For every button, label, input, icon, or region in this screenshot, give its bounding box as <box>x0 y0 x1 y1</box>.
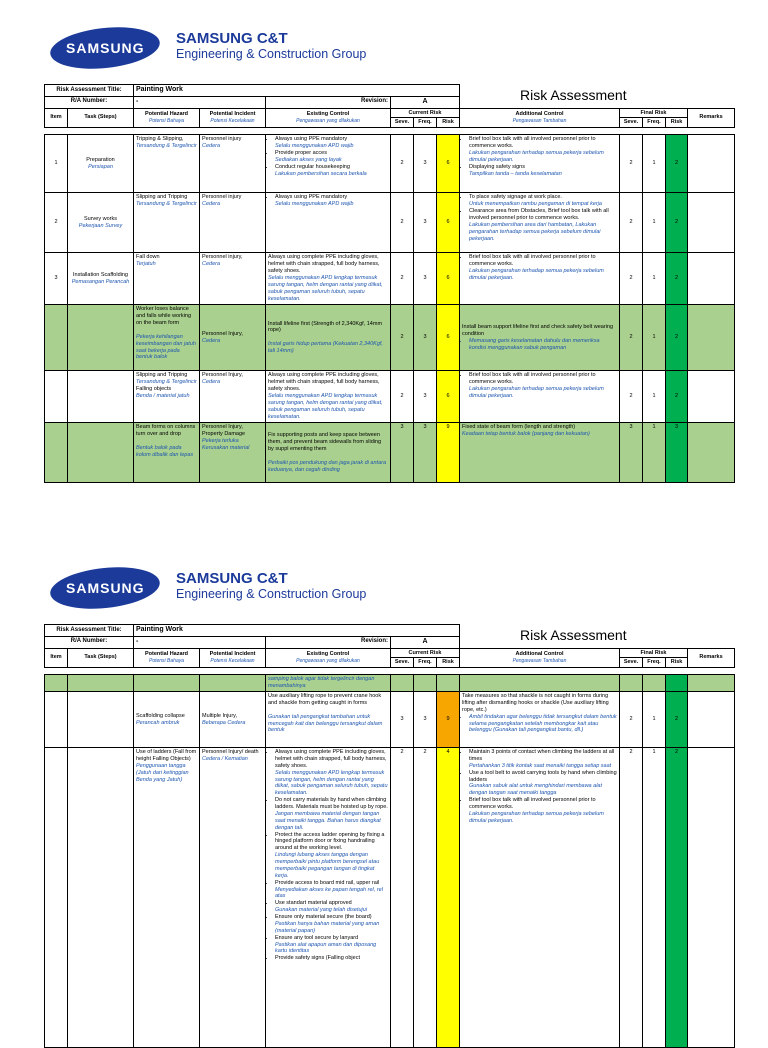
company-division: Engineering & Construction Group <box>176 47 367 61</box>
risk-table-continued: Risk Assessment Title: Painting Work Risk Assessment R/A Number: - Revision: A Item Task (Steps) Potential Hazard Potensi Bahaya Potential Incident Potensi Kecelakaan Existing Control Pengawasan yang dilakukan Current Risk Additional Control Pengawasan Tambahan Final Risk Remarks Seve. Freq. Risk Seve. Freq. Risk samping balok agar tidak tergelincir dengan menambahinya Scaffolding collapse Perancah ambruk Multiple Injury, Beberapa Cedera Use auxiliary lifting rope to prevent crane hook and shackle from getting caught in forms Gunakan tali pengangkat tambahan untuk mencegah kait dan belenggu tersangkut dalam bentuk 3 3 9 Take measures so that shackle is not caught in forms during lifting after dismantling hooks or shackle (Use auxiliary lifting rope, etc.) • Ambil tindakan agar belenggu tidak tersangkut dalam bentuk selama pengangkatan setelah membongkar kait atau belenggu (Gunakan tali pengangkat bantu, dll.) 2 1 2 Use of ladders (Fall from height Falling Objects) Penggunaan tangga (Jatuh dari ketinggian Benda yang Jatuh) Personnel Injury/ death Cedera / Kematian • Always using complete PPE including gloves, helmet with chain strapped, full body harness, safety shoes. Selalu menggunakan APD lengkap termasuk sarung tangan, helm dengan rantai yang diikat, sabuk pengaman seluruh tubuh, sepatu keselamatan. • Do not carry materials by hand when climbing ladders. Materials must be hoisted up by rope. Jangan membawa material dengan tangan saat menaiki tangga. Bahan harus diangkat dengan tali. • Protect the access ladder opening by fixing a hinged platform door or fixing handrailing around at the working level. Lindungi lubang akses tangga dengan memperbaiki pintu platform berengsel atau memperbaiki pegangan tangan di tingkat kerja. • Provide access to board mid rail, upper rail Menyediakan akses ke papan tengah rel, rel atas • Use standart material approved Gunakan material yang telah disetujui • Ensure only material secure (the board) Pastikan hanya bahan material yang aman (material papan) • Ensure any tool secure by lanyard Pastikan alat apapun aman dan diposang kartu identitas • Provide safety signs (Falling object 2 2 4 • Maintain 3 points of contact when climbing the ladders at all times Pertahankan 3 titik kontak saat menaiki tangga setiap saat • Use a tool belt to avoid carrying tools by hand when climbing ladders Gunakan sabuk alat untuk menghindari membawa alat dengan tangan saat menaiki tangga • Brief tool box talk with all involved personnel prior to commence works. Lakukan pengarahan terhadap semua pekerja sebelum dimulai pekerjaan. 2 1 2 <box>44 624 735 1048</box>
ra-value: - <box>134 96 266 108</box>
samsung-logo: SAMSUNG <box>48 562 162 613</box>
table-row: samping balok agar tidak tergelincir dengan menambahinya <box>45 675 735 692</box>
col-freq: Freq. <box>414 118 437 128</box>
company-name: SAMSUNG C&T <box>176 30 288 47</box>
table-row: Use of ladders (Fall from height Falling Objects) Penggunaan tangga (Jatuh dari ketinggian Benda yang Jatuh) Personnel Injury/ death Cedera / Kematian • Always using complete PPE including gloves, helmet with chain strapped, full body harness, safety shoes. Selalu menggunakan APD lengkap termasuk sarung tangan, helm dengan rantai yang diikat, sabuk pengaman seluruh tubuh, sepatu keselamatan. • Do not carry materials by hand when climbing ladders. Materials must be hoisted up by rope. Jangan membawa material dengan tangan saat menaiki tangga. Bahan harus diangkat dengan tali. • Protect the access ladder opening by fixing a hinged platform door or fixing handrailing around at the working level. Lindungi lubang akses tangga dengan memperbaiki pintu platform berengsel atau memperbaiki pegangan tangan di tingkat kerja. • Provide access to board mid rail, upper rail Menyediakan akses ke papan tengah rel, rel atas • Use standart material approved Gunakan material yang telah disetujui • Ensure only material secure (the board) Pastikan hanya bahan material yang aman (material papan) • Ensure any tool secure by lanyard Pastikan alat apapun aman dan diposang kartu identitas • Provide safety signs (Falling object 2 2 4 • Maintain 3 points of contact when climbing the ladders at all times Pertahankan 3 titik kontak saat menaiki tangga setiap saat • Use a tool belt to avoid carrying tools by hand when climbing ladders Gunakan sabuk alat untuk menghindari membawa alat dengan tangan saat menaiki tangga • Brief tool box talk with all involved personnel prior to commence works. Lakukan pengarahan terhadap semua pekerja sebelum dimulai pekerjaan. 2 1 2 <box>45 748 735 1048</box>
col-final-seve: Seve. <box>620 118 643 128</box>
col-final-risk: Final Risk <box>620 108 688 118</box>
risk-badge: 2 <box>666 253 688 305</box>
table-row: 3 Installation Scaffolding Pemasangan Perancah Fall down Terjatuh Personnel injury, Cedera Always using complete PPE including gloves, helmet with chain strapped, full body harness, safety shoes. Selalu menggunakan APD lengkap termasuk sarung tangan, helm dengan rantai yang diikat, sabuk pengaman seluruh tubuh, sepatu keselamatan. 2 3 6 • Brief tool box talk with all involved personnel prior to commence works. Lakukan pengarahan terhadap semua pekerja sebelum dimulai pekerjaan. 2 1 2 <box>45 253 735 305</box>
company-name: SAMSUNG C&T <box>176 570 288 587</box>
risk-badge: 2 <box>666 193 688 253</box>
brand-header <box>44 22 734 84</box>
col-risk: Risk <box>437 118 460 128</box>
risk-badge: 2 <box>666 305 688 371</box>
risk-badge: 4 <box>437 748 460 1048</box>
page-2 <box>44 562 734 1048</box>
table-row: 2 Survey works Pekerjaan Survey Slipping and Tripping Tersandung & Tergelincir Personnel injury Cedera • Always using PPE mandatory Selalu menggunakan APD wajib 2 3 6 • To place safety signage at work place. Untuk menempatkan rambu pengaman di tempat kerja • Clearance area from Obstacles, Brief tool box talk with all involved personnel prior to commence works. Lakukan pembersihan area dari hambatan, Lakukan pengarahan terhadap semua pekerja sebelum dimulai pekerjaan. 2 1 2 <box>45 193 735 253</box>
samsung-logo: SAMSUNG <box>48 22 162 73</box>
table-row: 1 Preparation Persiapan Tripping & Slipping, Tersandung & Tergelincir Personnel injury Cedera • Always using PPE mandatory Selalu menggunakan APD wajib • Provide proper acces Sediakan akses yang layak • Conduct regular housekeeping Lakukan pembersihan secara berkala 2 3 6 • Brief tool box talk with all involved personnel prior to commence works. Lakukan pengarahan terhadap semua pekerja sebelum dimulai pekerjaan. • Displaying safety signs Tampilkan tanda – tanda keselamatan 2 1 2 <box>45 135 735 193</box>
risk-badge: 6 <box>437 135 460 193</box>
revision-label: Revision: <box>266 96 391 108</box>
col-item: Item <box>45 108 68 128</box>
doc-title: Risk Assessment <box>520 87 627 104</box>
risk-badge: 6 <box>437 253 460 305</box>
risk-header-table <box>44 84 735 483</box>
risk-badge: 6 <box>437 371 460 423</box>
col-seve: Seve. <box>391 118 414 128</box>
col-control: Existing Control Pengawasan yang dilakukan <box>266 108 391 128</box>
risk-badge: 6 <box>437 193 460 253</box>
table-row: Slipping and Tripping Tersandung & Tergelincir Falling objects Benda / material jatuh Personnel Injury, Cedera Always using complete PPE including gloves, helmet with chain strapped, full body harness, safety shoes. Selalu menggunakan APD lengkap termasuk sarung tangan, helm dengan rantai yang diikat, sabuk pengaman seluruh tubuh, sepatu keselamatan. 2 3 6 • Brief tool box talk with all involved personnel prior to commence works. Lakukan pengarahan terhadap semua pekerja sebelum dimulai pekerjaan. 2 1 2 <box>45 371 735 423</box>
ra-label: R/A Number: <box>45 96 134 108</box>
title-value: Painting Work <box>134 85 460 97</box>
risk-badge: 6 <box>437 305 460 371</box>
table-row: Scaffolding collapse Perancah ambruk Multiple Injury, Beberapa Cedera Use auxiliary lifting rope to prevent crane hook and shackle from getting caught in forms Gunakan tali pengangkat tambahan untuk mencegah kait dan belenggu tersangkut dalam bentuk 3 3 9 Take measures so that shackle is not caught in forms during lifting after dismantling hooks or shackle (Use auxiliary lifting rope, etc.) • Ambil tindakan agar belenggu tidak tersangkut dalam bentuk selama pengangkatan setelah membongkar kait atau belenggu (Gunakan tali pengangkat bantu, dll.) 2 1 2 <box>45 692 735 748</box>
col-additional: Additional Control Pengawasan Tambahan <box>460 108 620 128</box>
risk-badge: 2 <box>666 135 688 193</box>
risk-badge: 2 <box>666 692 688 748</box>
risk-badge: 2 <box>666 371 688 423</box>
risk-badge: 9 <box>437 692 460 748</box>
company-division: Engineering & Construction Group <box>176 587 367 601</box>
revision-value: A <box>391 96 460 108</box>
risk-badge: 2 <box>666 748 688 1048</box>
table-row: Worker loses balance and falls while working on the beam form Pekerja kehilangan keseimbangan dan jatuh saat bekerja pada bentuk balok Personnel Injury, Cedera Install lifeline first (Strength of 2,340Kgf, 14mm rope) Instal garis hidup pertama (Kekuatan 2,340Kgf, tali 14mm) 2 3 6 Install beam support lifeline first and check safety belt wearing condition • Memasang garis keselamatan dahulu dan memeriksa kondisi menggunakan sabuk pengaman 2 1 2 <box>45 305 735 371</box>
col-final-freq: Freq. <box>643 118 666 128</box>
table-row: Beam forms on columns turn over and drop Bentuk balok pada kolom dibalik dan lepas Personnel Injury, Property Damage Pekerja terluka Kerusakan material Fix supporting posts and keep space between them, and prevent beam sidewalls from sliding by suppl ementing them Perbaiki pos pendukung dan jaga jarak di antara keduanya, dan cegah dinding 3 3 9 Fixed state of beam form (length and strength) Keadaan tetap bentuk balok (panjang dan kekuatan) 3 1 3 <box>45 423 735 483</box>
title-label: Risk Assessment Title: <box>45 85 134 97</box>
col-incident: Potential Incident Potensi Kecelakaan <box>200 108 266 128</box>
risk-badge: 9 <box>437 423 460 483</box>
brand-header <box>44 562 734 624</box>
col-current-risk: Current Risk <box>391 108 460 118</box>
page-1 <box>44 22 734 483</box>
col-final-risk-value: Risk <box>666 118 688 128</box>
risk-badge: 3 <box>666 423 688 483</box>
col-remarks: Remarks <box>688 108 735 128</box>
col-task: Task (Steps) <box>68 108 134 128</box>
col-hazard: Potential Hazard Potensi Bahaya <box>134 108 200 128</box>
